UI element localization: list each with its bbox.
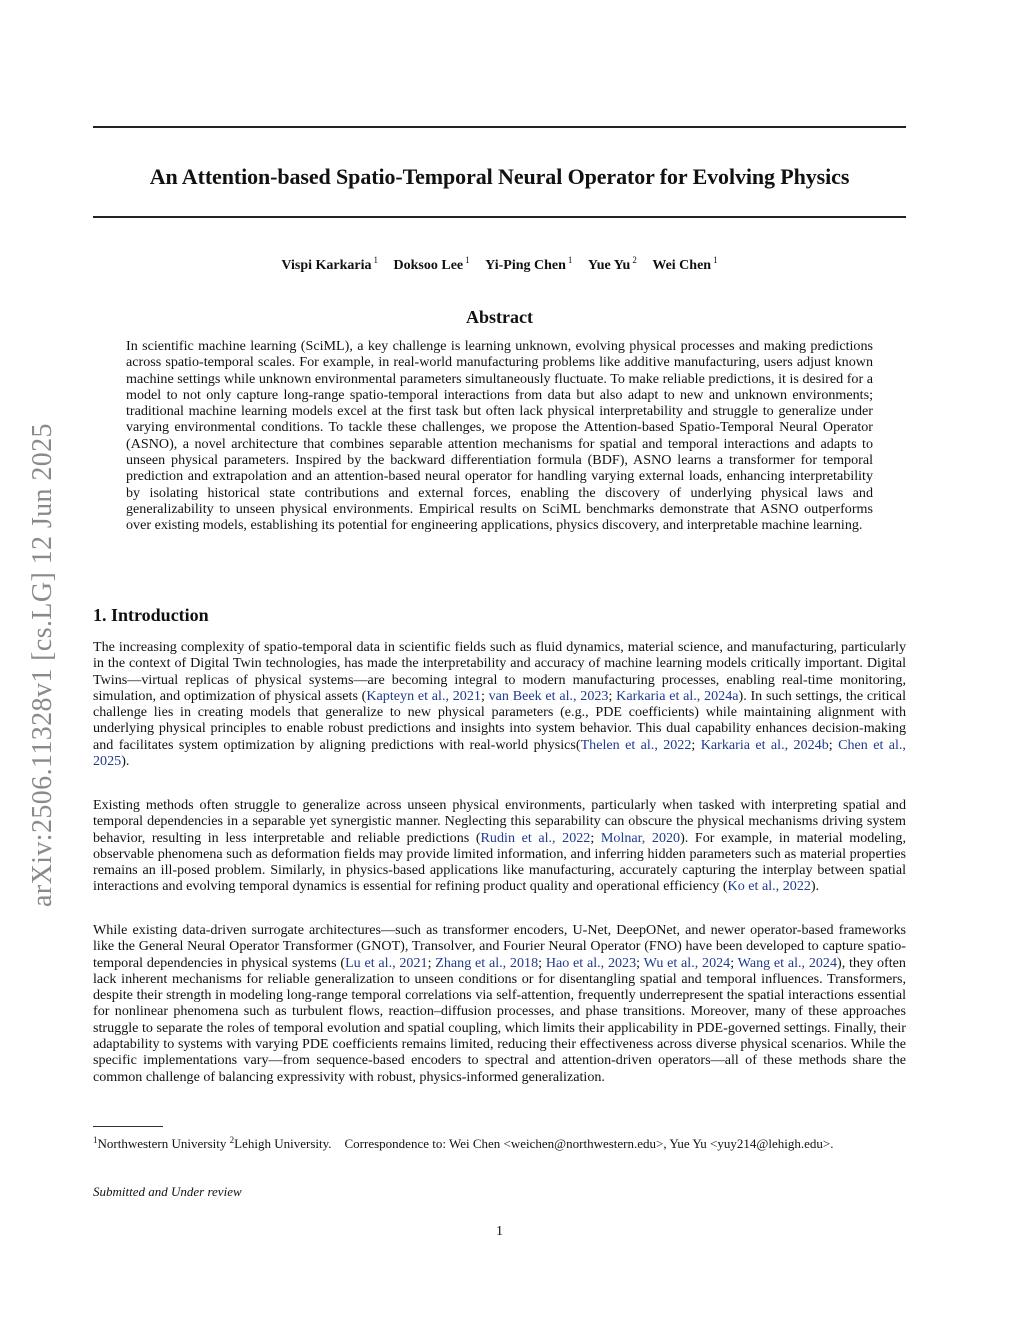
page-number: 1 [496,1224,503,1239]
citation-link[interactable]: Karkaria et al., 2024b [700,736,829,753]
citation-link[interactable]: Ko et al., 2022 [727,878,811,895]
citation-link[interactable]: Wu et al., 2024 [643,954,731,971]
intro-paragraph-1: The increasing complexity of spatio-temporal data in scientific fields such as fluid dynamics, material science, and manufacturing, particularly in the context of Digital Twin technologies, has made the interpretability and accuracy of machine learning models critically important. Digital Twins—virtual replicas of physical systems—are becoming integral to modern manufacturing processes, enabling real-time monitoring, simulation, and optimization of physical assets (Kapteyn et al., 2021; van Beek et al., 2023; Karkaria et al., 2024a). In such settings, the critical challenge lies in creating models that generalize to new physical parameters (e.g., PDE coefficients) while maintaining alignment with underlying physical principles to enable robust predictions and insights into system behavior. This dual capability enhances decision-making and facilitates system optimization by aligning predictions with real-world physics(Thelen et al., 2022; Karkaria et al., 2024b; Chen et al., 2025). [93,639,906,770]
citation-link[interactable]: Molnar, 2020 [600,829,681,846]
author: Vispi Karkaria $^1$ [281,255,379,273]
citation-link[interactable]: Lu et al., 2021 [345,954,428,971]
citation-link[interactable]: Chen et al., 2025 [93,736,906,770]
citation-link[interactable]: Zhang et al., 2018 [435,954,539,971]
abstract-heading: Abstract [466,307,533,327]
author: Yi-Ping Chen $^1$ [485,255,573,273]
author: Doksoo Lee $^1$ [393,255,470,273]
abstract-text: In scientific machine learning (SciML), a key challenge is learning unknown, evolving physical processes and making predictions across spatio-temporal scales. For example, in real-world manufacturing problems like additive manufacturing, users adjust known machine settings while unknown environmental parameters simultaneously fluctuate. To make reliable predictions, it is desired for a model to not only capture long-range spatio-temporal interactions from data but also adapt to new and unknown environments; traditional machine learning models excel at the first task but often lack physical interpretability and struggle to generalize under varying environmental conditions. To tackle these challenges, we propose the Attention-based Spatio-Temporal Neural Operator (ASNO), a novel architecture that combines separable attention mechanisms for spatial and temporal interactions and adapts to unseen physical parameters. Inspired by the backward differentiation formula (BDF), ASNO learns a transformer for temporal prediction and extrapolation and an attention-based neural operator for handling varying external loads, enhancing interpretability by isolating historical state contributions and external forces, enabling the discovery of underlying physical laws and generalizability to unseen physical environments. Empirical results on SciML benchmarks demonstrate that ASNO outperforms over existing models, establishing its potential for engineering applications, physics discovery, and interpretable machine learning. [126,338,873,534]
citation-link[interactable]: Karkaria et al., 2024a [616,687,739,704]
citation-link[interactable]: Rudin et al., 2022 [480,829,591,846]
citation-link[interactable]: Wang et al., 2024 [737,954,838,971]
paper-title: An Attention-based Spatio-Temporal Neural Operator for Evolving Physics [149,164,850,189]
citation-link[interactable]: Thelen et al., 2022 [580,736,692,753]
author: Wei Chen $^1$ [652,255,718,273]
author-list [93,255,906,274]
section-heading-introduction: 1. Introduction [93,605,209,625]
submission-note: Submitted and Under review [93,1184,242,1199]
arxiv-stamp: arXiv:2506.11328v1 [cs.LG] 12 Jun 2025 [27,423,58,907]
title-rule-top [93,126,906,128]
title-rule-bottom [93,216,906,218]
intro-paragraph-2: Existing methods often struggle to generalize across unseen physical environments, particularly when tasked with interpreting spatial and temporal dependencies in a separable yet synergistic manner. Neglecting this separability can obscure the physical mechanisms driving system behavior, resulting in less interpretable and reliable predictions (Rudin et al., 2022; Molnar, 2020). For example, in material modeling, observable phenomena such as deformation fields may provide limited information, and inferring hidden parameters such as material properties remains an ill-posed problem. Similarly, in physics-based applications like manufacturing, accurately capturing the interplay between spatial interactions and evolving temporal dynamics is essential for refining product quality and operational efficiency (Ko et al., 2022). [93,797,906,895]
affiliation-footnote: $^1$Northwestern University $^2$Lehigh University. Correspondence to: Wei Chen <weichen@northwestern.edu>, Yue Yu <yuy214@lehigh.edu>. [93,1135,834,1151]
citation-link[interactable]: van Beek et al., 2023 [488,687,609,704]
citation-link[interactable]: Hao et al., 2023 [545,954,637,971]
footnote-rule [93,1126,163,1127]
author: Yue Yu $^2$ [587,255,637,273]
citation-link[interactable]: Kapteyn et al., 2021 [366,687,481,704]
intro-paragraph-3: While existing data-driven surrogate architectures—such as transformer encoders, U-Net, DeepONet, and newer operator-based frameworks like the General Neural Operator Transformer (GNOT), Transolver, and Fourier Neural Operator (FNO) have been developed to capture spatio-temporal dependencies in physical systems (Lu et al., 2021; Zhang et al., 2018; Hao et al., 2023; Wu et al., 2024; Wang et al., 2024), they often lack inherent mechanisms for reliable generalization to unseen conditions or for disentangling spatial and temporal influences. Transformers, despite their strength in modeling long-range temporal correlations via self-attention, frequently underrepresent the spatial interactions essential for nonlinear phenomena such as turbulent flows, reaction–diffusion processes, and phase transitions. Moreover, many of these approaches struggle to separate the roles of temporal evolution and spatial coupling, which limits their applicability in PDE-governed settings. Finally, their adaptability to systems with varying PDE coefficients remains limited, reducing their effectiveness across diverse physical scenarios. While the specific implementations vary—from sequence-based encoders to spectral and attention-driven operators—all of these methods share the common challenge of balancing expressivity with robust, physics-informed generalization. [93,922,906,1085]
